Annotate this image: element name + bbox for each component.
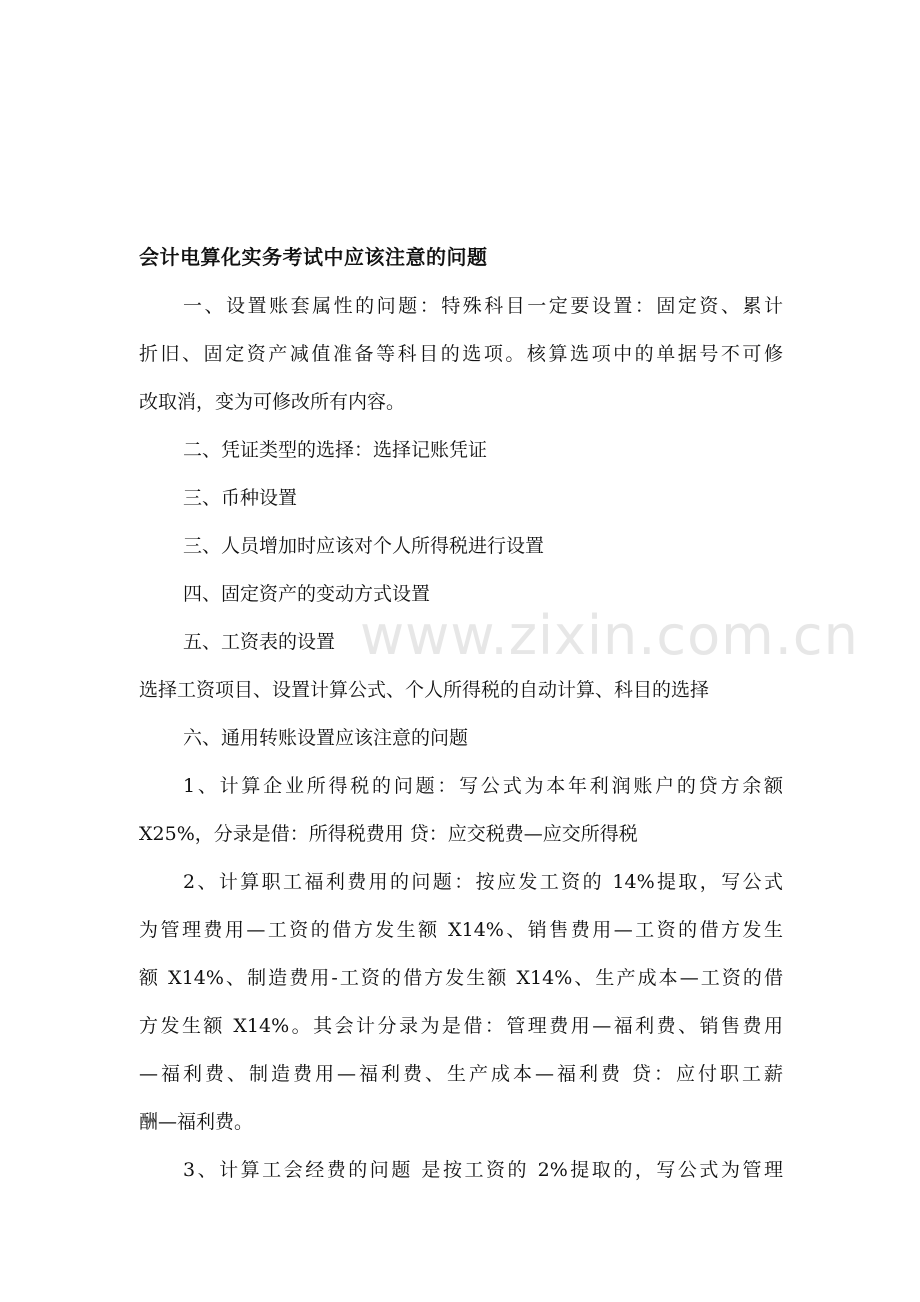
paragraph-line: 三、币种设置 — [183, 487, 298, 509]
paragraph-line: 2、计算职工福利费用的问题：按应发工资的 14%提取，写公式 — [183, 871, 783, 893]
paragraph-line: 一、设置账套属性的问题：特殊科目一定要设置：固定资、累计 — [183, 295, 783, 317]
paragraph-line: 选择工资项目、设置计算公式、个人所得税的自动计算、科目的选择 — [139, 679, 710, 701]
paragraph-line: 酬—福利费。 — [139, 1111, 254, 1133]
paragraph-line: 六、通用转账设置应该注意的问题 — [183, 727, 469, 749]
document-title: 会计电算化实务考试中应该注意的问题 — [139, 245, 488, 269]
paragraph-line: 折旧、固定资产减值准备等科目的选项。核算选项中的单据号不可修 — [139, 343, 783, 365]
paragraph-line: 方发生额 X14%。其会计分录为是借：管理费用—福利费、销售费用 — [139, 1015, 783, 1037]
paragraph-line: 3、计算工会经费的问题 是按工资的 2%提取的，写公式为管理 — [183, 1159, 783, 1181]
paragraph-line: 1、计算企业所得税的问题：写公式为本年利润账户的贷方余额 — [183, 775, 783, 797]
paragraph-line: X25%，分录是借：所得税费用 贷：应交税费—应交所得税 — [139, 823, 638, 845]
paragraph-line: 三、人员增加时应该对个人所得税进行设置 — [183, 535, 545, 557]
paragraph-line: —福利费、制造费用—福利费、生产成本—福利费 贷：应付职工薪 — [139, 1063, 783, 1085]
paragraph-line: 改取消，变为可修改所有内容。 — [139, 391, 406, 413]
paragraph-line: 二、凭证类型的选择：选择记账凭证 — [183, 439, 488, 461]
watermark: www.zixin.com.cn — [360, 604, 859, 667]
paragraph-line: 额 X14%、制造费用-工资的借方发生额 X14%、生产成本—工资的借 — [139, 967, 783, 989]
paragraph-line: 四、固定资产的变动方式设置 — [183, 583, 431, 605]
paragraph-line: 为管理费用—工资的借方发生额 X14%、销售费用—工资的借方发生 — [139, 919, 783, 941]
paragraph-line: 五、工资表的设置 — [183, 631, 336, 653]
